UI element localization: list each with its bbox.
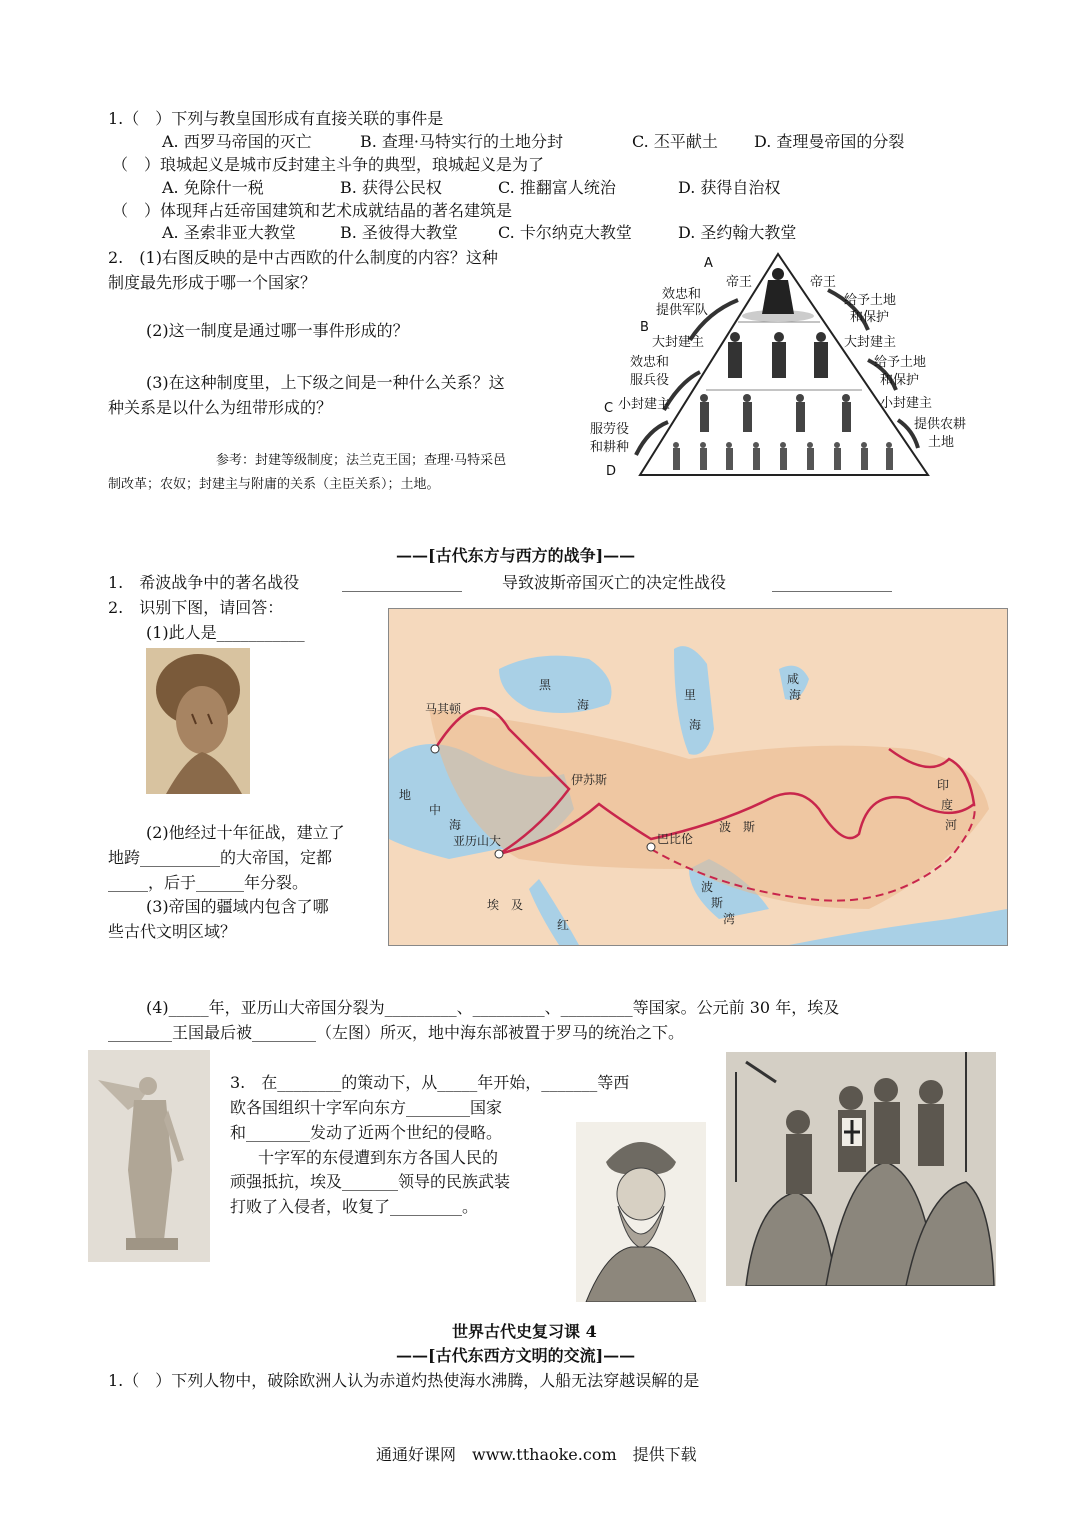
pyramid-label: 大封建主 — [652, 335, 705, 350]
war-q2-part3b: 些古代文明区域？ — [108, 922, 237, 941]
war-q4-line2: ________王国最后被________（左图）所灭，地中海东部被置于罗马的统治之下。 — [108, 1023, 685, 1042]
augustus-statue-image — [88, 1050, 210, 1262]
q1-option-b: B. 查理·马特实行的土地分封 — [360, 132, 564, 151]
feudal-pyramid-diagram — [588, 250, 988, 480]
q1c-option-d: D. 圣约翰大教堂 — [678, 223, 797, 242]
war-q1-mid: 导致波斯帝国灭亡的决定性战役 — [502, 573, 727, 592]
map-label: 地 — [399, 788, 412, 802]
war-q2-part2c: _____，后于______年分裂。 — [108, 873, 309, 892]
section4-q1: 1.（ ）下列人物中，破除欧洲人认为赤道灼热使海水沸腾，人船无法穿越误解的是 — [108, 1371, 700, 1390]
q1b-stem: （ ）琅城起义是城市反封建主斗争的典型，琅城起义是为了 — [112, 155, 545, 174]
pyramid-letter-b: B — [640, 320, 649, 335]
crusaders-engraving — [726, 1052, 996, 1286]
q1c-stem: （ ）体现拜占廷帝国建筑和艺术成就结晶的著名建筑是 — [112, 201, 513, 220]
map-label: 海 — [449, 818, 462, 832]
section4-title: 世界古代史复习课 4 — [452, 1322, 597, 1341]
q2-line2: 制度最先形成于哪一个国家？ — [108, 273, 317, 292]
map-label: 中 — [429, 803, 442, 817]
q2-reference-line1: 参考：封建等级制度；法兰克王国；查理·马特采邑 — [216, 453, 507, 468]
pyramid-letter-c: C — [604, 401, 614, 416]
map-label: 红 — [557, 918, 570, 932]
babylon-marker — [647, 843, 655, 851]
pyramid-label: 给予土地 — [844, 293, 897, 308]
map-label: 里 — [684, 688, 697, 702]
q2-reference-line2: 制改革；农奴；封建主与附庸的关系（主臣关系）；土地。 — [108, 477, 440, 492]
saladin-portrait — [576, 1122, 706, 1302]
pyramid-label: 提供农耕 — [914, 417, 967, 432]
q2-part2: (2)这一制度是通过哪一事件形成的？ — [146, 321, 409, 340]
pyramid-label: 和耕种 — [590, 440, 630, 455]
war-q2-part2a: (2)他经过十年征战，建立了 — [146, 823, 345, 842]
pyramid-label: 提供军队 — [656, 303, 709, 318]
map-label: 波 — [701, 880, 714, 894]
map-label-babylon: 巴比伦 — [657, 832, 694, 846]
q1-option-a: A. 西罗马帝国的灭亡 — [162, 132, 312, 151]
map-label: 河 — [945, 818, 958, 832]
map-label: 海 — [577, 698, 590, 712]
pyramid-label: 小封建主 — [618, 397, 671, 412]
crusade-q3-line6: 打败了入侵者，收复了_________。 — [230, 1197, 479, 1216]
war-q2-part3a: (3)帝国的疆域内包含了哪 — [146, 897, 329, 916]
war-q2: 2. 识别下图，请回答： — [108, 598, 284, 617]
crusade-q3-line3: 和________发动了近两个世纪的侵略。 — [230, 1123, 503, 1142]
q1-option-d: D. 查理曼帝国的分裂 — [754, 132, 905, 151]
pyramid-label: 土地 — [928, 435, 955, 450]
war-q4-line1: (4)_____年，亚历山大帝国分裂为_________、_________、_________等国家。公元前 30 年，埃及 — [146, 998, 840, 1017]
q1b-option-d: D. 获得自治权 — [678, 178, 781, 197]
crusade-q3-line1: 3. 在________的策动下，从_____年开始，_______等西 — [230, 1073, 630, 1092]
q1c-option-c: C. 卡尔纳克大教堂 — [498, 223, 632, 242]
pyramid-label: 效忠和 — [630, 355, 670, 370]
alexandria-marker — [495, 850, 503, 858]
pyramid-label: 帝王 — [810, 275, 837, 290]
q1b-option-c: C. 推翻富人统治 — [498, 178, 616, 197]
q1c-option-a: A. 圣索非亚大教堂 — [162, 223, 296, 242]
pyramid-label: 效忠和 — [662, 287, 702, 302]
pyramid-label: 和保护 — [850, 310, 890, 325]
map-label: 咸 — [787, 672, 800, 686]
pyramid-letter-d: D — [606, 464, 617, 479]
pyramid-label: 给予土地 — [874, 355, 927, 370]
pyramid-label: 帝王 — [726, 275, 753, 290]
pyramid-letter-a: A — [704, 256, 713, 271]
q2-part3b: 种关系是以什么为纽带形成的？ — [108, 398, 333, 417]
map-label: 海 — [789, 688, 802, 702]
map-label: 湾 — [723, 912, 736, 926]
crusade-q3-line5: 顽强抵抗，埃及_______领导的民族武装 — [230, 1172, 511, 1191]
q2-line1: 2. (1)右图反映的是中古西欧的什么制度的内容？这种 — [108, 248, 498, 267]
map-label-issus: 伊苏斯 — [571, 773, 608, 787]
alexander-portrait — [146, 648, 250, 794]
page-footer: 通通好课网 www.tthaoke.com 提供下载 — [376, 1445, 697, 1464]
map-label-macedonia: 马其顿 — [425, 702, 462, 716]
pyramid-label: 小封建主 — [880, 396, 933, 411]
war-q1-blank1: _______________ — [342, 573, 462, 592]
map-label: 度 — [941, 798, 954, 812]
q1-stem: 1.（ ）下列与教皇国形成有直接关联的事件是 — [108, 109, 444, 128]
map-label-alexandria: 亚历山大 — [453, 834, 502, 848]
q2-part3a: (3)在这种制度里，上下级之间是一种什么关系？这 — [146, 373, 505, 392]
alexander-campaign-map — [388, 608, 1008, 946]
map-label-persia: 波 斯 — [719, 820, 756, 834]
pyramid-label: 和保护 — [880, 373, 920, 388]
map-label: 印 — [937, 778, 950, 792]
war-q2-part2b: 地跨__________的大帝国，定都 — [108, 848, 333, 867]
q1-option-c: C. 丕平献土 — [632, 132, 718, 151]
crusade-q3-line2: 欧各国组织十字军向东方________国家 — [230, 1098, 503, 1117]
war-q2-part1: (1)此人是___________ — [146, 623, 305, 642]
section-title-wars: ——[古代东方与西方的战争]—— — [396, 546, 636, 565]
war-q1: 1. 希波战争中的著名战役 — [108, 573, 300, 592]
pyramid-label: 服劳役 — [590, 422, 630, 437]
q1b-option-b: B. 获得公民权 — [340, 178, 442, 197]
q1c-option-b: B. 圣彼得大教堂 — [340, 223, 458, 242]
map-label: 海 — [689, 718, 702, 732]
map-label: 黑 — [539, 678, 552, 692]
pyramid-label: 大封建主 — [844, 335, 897, 350]
pyramid-label: 服兵役 — [630, 373, 670, 388]
crusade-q3-line4: 十字军的东侵遭到东方各国人民的 — [258, 1148, 499, 1167]
map-label: 斯 — [711, 896, 724, 910]
section4-subtitle: ——[古代东西方文明的交流]—— — [396, 1346, 636, 1365]
war-q1-blank2: _______________ — [772, 573, 892, 592]
map-label-egypt: 埃 及 — [487, 898, 524, 912]
macedonia-marker — [431, 745, 439, 753]
q1b-option-a: A. 免除什一税 — [162, 178, 264, 197]
